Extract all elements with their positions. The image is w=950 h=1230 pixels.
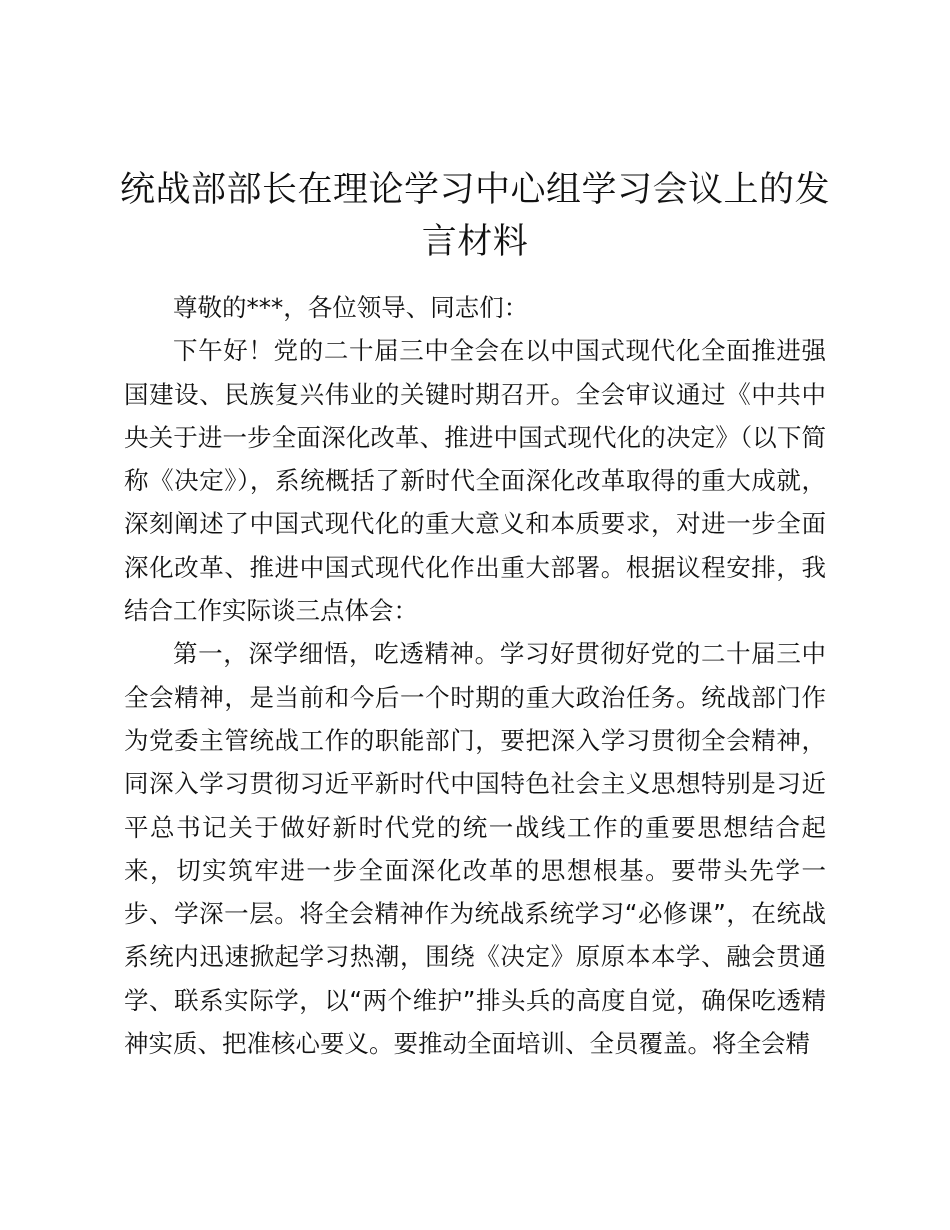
salutation: 尊敬的***，各位领导、同志们：: [173, 293, 529, 322]
document-body: [124, 286, 826, 1065]
paragraph-first-point: 第一，深学细悟，吃透精神。学习好贯彻好党的二十届三中全会精神，是当前和今后一个时期的重大政治任务。统战部门作为党委主管统战工作的职能部门，要把深入学习贯彻全会精神，同深入学习贯彻习近平新时代中国特色社会主义思想特别是习近平总书记关于做好新时代党的统一战线工作的重要思想结合起来，切实筑牢进一步全面深化改革的思想根基。要带头先学一步、学深一层。将全会精神作为统战系统学习“必修课”，在统战系统内迅速掀起学习热潮，围绕《决定》原原本本学、融会贯通学、联系实际学，以“两个维护”排头兵的高度自觉，确保吃透精神实质、把准核心要义。要推动全面培训、全员覆盖。将全会精: [124, 639, 826, 1059]
document-title: 统战部部长在理论学习中心组学习会议上的发言材料: [119, 170, 830, 262]
paragraph-greeting: 下午好！党的二十届三中全会在以中国式现代化全面推进强国建设、民族复兴伟业的关键时期召开。全会审议通过《中共中央关于进一步全面深化改革、推进中国式现代化的决定》（以下简称《决定》），系统概括了新时代全面深化改革取得的重大成就，深刻阐述了中国式现代化的重大意义和本质要求，对进一步全面深化改革、推进中国式现代化作出重大部署。根据议程安排，我结合工作实际谈三点体会：: [124, 336, 826, 626]
